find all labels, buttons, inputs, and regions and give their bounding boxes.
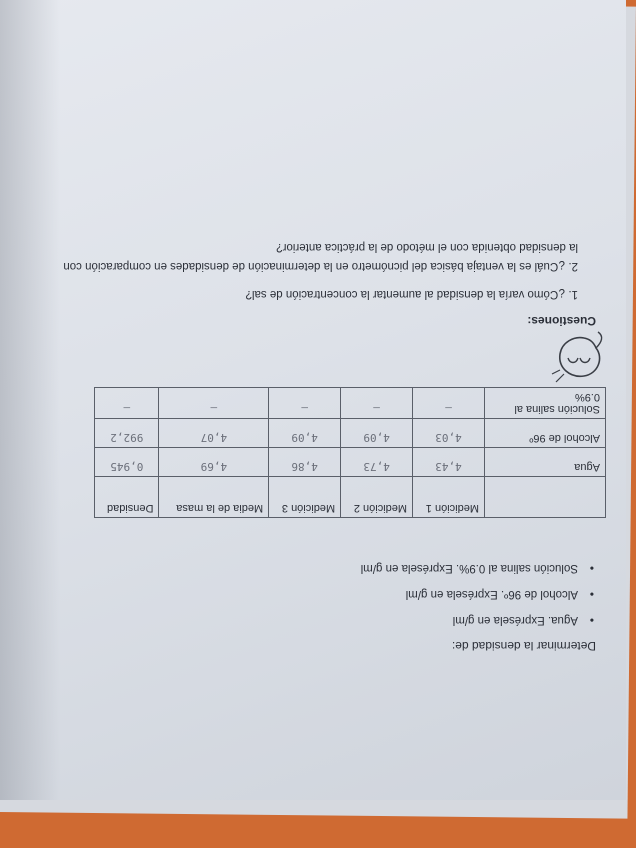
- doodle-icon: [550, 328, 610, 388]
- table-cell: 992,2: [95, 419, 159, 448]
- table-cell: —: [95, 388, 159, 419]
- table-cell: 4,09: [269, 419, 341, 448]
- table-header-cell: Medición 1: [413, 477, 485, 518]
- table-cell: —: [341, 388, 413, 419]
- table-cell: —: [159, 388, 269, 419]
- questions-title: Cuestiones:: [527, 314, 596, 328]
- list-item: • Solución salina al 0.9%. Exprésela en g/ml: [361, 562, 578, 574]
- table-cell: 0,945: [95, 448, 159, 477]
- list-item: • Alcohol de 96º. Exprésela en g/ml: [361, 588, 578, 600]
- items-list: [361, 548, 596, 626]
- table-header-cell: [485, 477, 606, 518]
- table-cell: Alcohol de 96º: [485, 419, 606, 448]
- questions-list: [58, 228, 596, 303]
- table-cell: 4,73: [341, 448, 413, 477]
- density-table: [94, 387, 606, 518]
- list-item: 2. ¿Cuál es la ventaja básica del picnómetro en la determinación de densidades en comparación con la densidad obtenida con el método de la práctica anterior?: [63, 241, 578, 272]
- table-cell: Agua: [485, 448, 606, 477]
- intro-text: Determinar la densidad de:: [451, 639, 596, 653]
- table-cell: 4,07: [159, 419, 269, 448]
- table-row: [95, 448, 606, 477]
- table-row: [95, 419, 606, 448]
- table-cell: —: [413, 388, 485, 419]
- table-row: [95, 388, 606, 419]
- table-cell: 4,43: [413, 448, 485, 477]
- table-header-cell: Medición 3: [269, 477, 341, 518]
- table-cell: Solución salina al 0.9%: [485, 388, 606, 419]
- table-header-cell: Media de la masa: [159, 477, 269, 518]
- list-item: 1. ¿Cómo varía la densidad al aumentar la concentración de sal?: [245, 288, 578, 300]
- table-cell: 4,86: [269, 448, 341, 477]
- table-header-cell: Densidad: [95, 477, 159, 518]
- table-cell: 4,03: [413, 419, 485, 448]
- table-cell: 4,09: [341, 419, 413, 448]
- table-header-row: [95, 477, 606, 518]
- table-cell: —: [269, 388, 341, 419]
- table-cell: 4,69: [159, 448, 269, 477]
- table-header-cell: Medición 2: [341, 477, 413, 518]
- list-item: • Agua. Exprésela en g/ml: [361, 614, 578, 626]
